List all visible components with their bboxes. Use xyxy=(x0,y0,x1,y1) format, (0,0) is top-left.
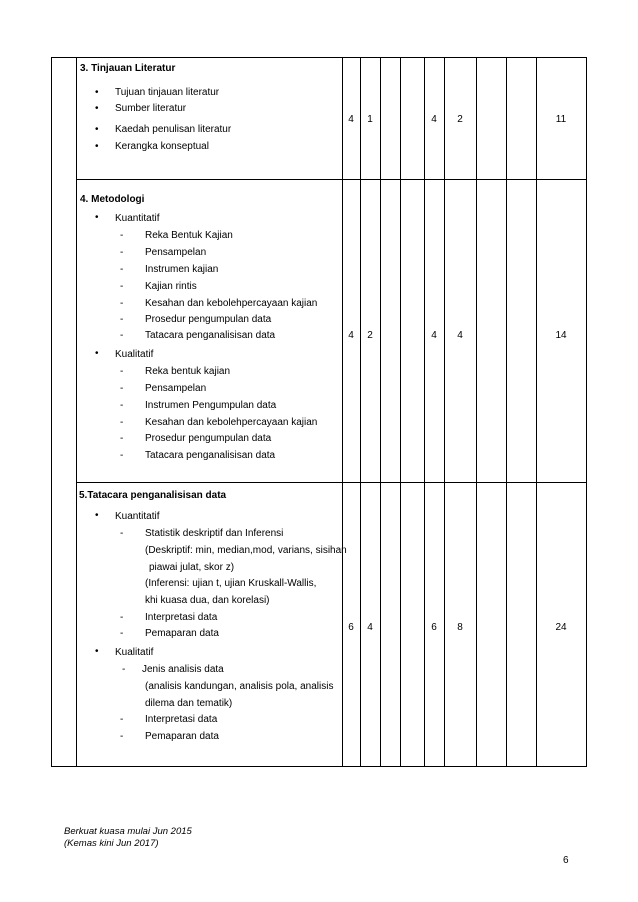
score-cell: 4 xyxy=(348,330,354,341)
bullet-icon: • xyxy=(95,510,99,521)
group-label: Kualitatif xyxy=(115,349,154,360)
dash-icon: - xyxy=(120,628,124,639)
score-cell: 4 xyxy=(457,330,463,341)
total-cell: 24 xyxy=(555,622,567,633)
list-item: Pemaparan data xyxy=(145,731,219,742)
dash-icon: - xyxy=(122,664,126,675)
footer-effective-date: Berkuat kuasa mulai Jun 2015 xyxy=(64,826,192,837)
dash-icon: - xyxy=(120,298,124,309)
score-cell: 4 xyxy=(367,622,373,633)
section-title: 4. Metodologi xyxy=(80,194,145,205)
dash-icon: - xyxy=(120,612,124,623)
dash-icon: - xyxy=(120,528,124,539)
dash-icon: - xyxy=(120,417,124,428)
list-item: Tatacara penganalisisan data xyxy=(145,330,276,341)
dash-icon: - xyxy=(120,330,124,341)
list-item: Reka Bentuk Kajian xyxy=(145,230,233,241)
dash-icon: - xyxy=(120,230,124,241)
dash-icon: - xyxy=(120,247,124,258)
list-item: Tatacara penganalisisan data xyxy=(145,450,276,461)
list-item: Kesahan dan kebolehpercayaan kajian xyxy=(145,417,318,428)
group-label: Kualitatif xyxy=(115,647,154,658)
list-item-continuation: khi kuasa dua, dan korelasi) xyxy=(145,595,270,606)
bullet-icon: • xyxy=(95,124,99,135)
column-divider xyxy=(476,57,477,767)
dash-icon: - xyxy=(120,400,124,411)
group-label: Kuantitatif xyxy=(115,213,160,224)
bullet-icon: • xyxy=(95,646,99,657)
score-cell: 6 xyxy=(431,622,437,633)
list-item-continuation: (analisis kandungan, analisis pola, analisis xyxy=(145,681,334,692)
list-item: Pensampelan xyxy=(145,383,207,394)
section-title: 3. Tinjauan Literatur xyxy=(80,63,176,74)
list-item-continuation: dilema dan tematik) xyxy=(145,698,233,709)
dash-icon: - xyxy=(120,383,124,394)
list-item: Jenis analisis data xyxy=(142,664,224,675)
dash-icon: - xyxy=(120,281,124,292)
list-item: Pensampelan xyxy=(145,247,207,258)
score-cell: 6 xyxy=(348,622,354,633)
column-divider xyxy=(444,57,445,767)
score-cell: 8 xyxy=(457,622,463,633)
dash-icon: - xyxy=(120,450,124,461)
column-divider xyxy=(506,57,507,767)
list-item: Kesahan dan kebolehpercayaan kajian xyxy=(145,298,318,309)
total-cell: 14 xyxy=(555,330,567,341)
row-divider xyxy=(76,482,587,483)
score-cell: 2 xyxy=(457,114,463,125)
bullet-icon: • xyxy=(95,348,99,359)
list-item: Reka bentuk kajian xyxy=(145,366,231,377)
list-item: Interpretasi data xyxy=(145,612,218,623)
column-divider xyxy=(360,57,361,767)
dash-icon: - xyxy=(120,731,124,742)
total-cell: 11 xyxy=(555,114,567,125)
list-item: Kajian rintis xyxy=(145,281,197,292)
dash-icon: - xyxy=(120,714,124,725)
score-cell: 4 xyxy=(431,330,437,341)
list-item-continuation: (Inferensi: ujian t, ujian Kruskall-Wallis, xyxy=(145,578,317,589)
bullet-icon: • xyxy=(95,87,99,98)
list-item: Prosedur pengumpulan data xyxy=(145,433,272,444)
column-divider xyxy=(424,57,425,767)
column-divider xyxy=(536,57,537,767)
group-label: Kuantitatif xyxy=(115,511,160,522)
list-item: Sumber literatur xyxy=(115,103,187,114)
list-item: Tujuan tinjauan literatur xyxy=(115,87,220,98)
dash-icon: - xyxy=(120,366,124,377)
column-divider xyxy=(400,57,401,767)
column-divider xyxy=(76,57,77,767)
bullet-icon: • xyxy=(95,141,99,152)
score-cell: 4 xyxy=(348,114,354,125)
bullet-icon: • xyxy=(95,103,99,114)
row-divider xyxy=(76,179,587,180)
list-item: Instrumen kajian xyxy=(145,264,219,275)
list-item: Statistik deskriptif dan Inferensi xyxy=(145,528,284,539)
list-item: Instrumen Pengumpulan data xyxy=(145,400,277,411)
score-cell: 4 xyxy=(431,114,437,125)
dash-icon: - xyxy=(120,264,124,275)
score-cell: 1 xyxy=(367,114,373,125)
page-number: 6 xyxy=(563,855,569,866)
list-item: Prosedur pengumpulan data xyxy=(145,314,272,325)
bullet-icon: • xyxy=(95,212,99,223)
score-cell: 2 xyxy=(367,330,373,341)
dash-icon: - xyxy=(120,433,124,444)
list-item-continuation: (Deskriptif: min, median,mod, varians, sisihan xyxy=(145,545,347,556)
list-item: Interpretasi data xyxy=(145,714,218,725)
list-item: Kerangka konseptual xyxy=(115,141,209,152)
column-divider xyxy=(342,57,343,767)
list-item-continuation: piawai julat, skor z) xyxy=(149,562,235,573)
list-item: Pemaparan data xyxy=(145,628,219,639)
column-divider xyxy=(380,57,381,767)
list-item: Kaedah penulisan literatur xyxy=(115,124,232,135)
dash-icon: - xyxy=(120,314,124,325)
section-title: 5.Tatacara penganalisisan data xyxy=(79,490,227,501)
footer-revision-date: (Kemas kini Jun 2017) xyxy=(64,838,159,849)
